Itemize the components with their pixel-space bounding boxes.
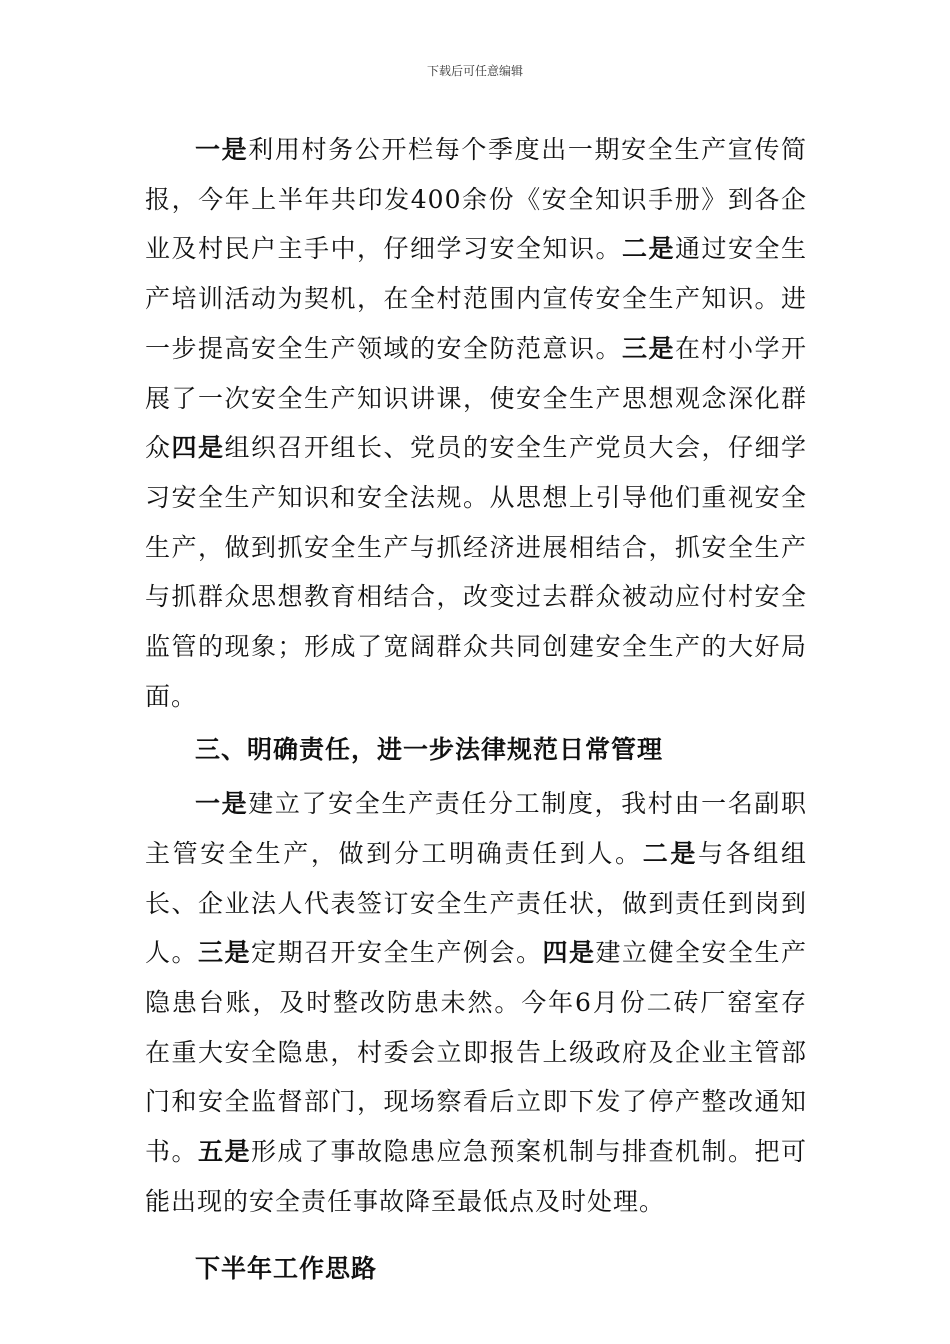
point-two-text: 通过安全生产培训活动为契机，在全村范围内宣传安全生产知识。进一步提高安全生产领域的安全防范意识。 xyxy=(145,234,807,363)
resp-four-label: 四是 xyxy=(542,938,596,968)
resp-three-label: 三是 xyxy=(198,938,251,968)
point-one-label: 一是 xyxy=(195,135,249,164)
section-three-heading: 三、明确责任，进一步法律规范日常管理 xyxy=(195,735,664,765)
responsibility-paragraph xyxy=(145,779,807,1226)
point-two-label: 二是 xyxy=(621,234,675,264)
point-four-text: 组织召开组长、党员的安全生产党员大会，仔细学习安全生产知识和安全法规。从思想上引导他们重视安全生产，做到抓安全生产与抓经济进展相结合，抓安全生产与抓群众思想教育相结合，改变过去群众被动应付村安全监管的现象；形成了宽阔群众共同创建安全生产的大好局面。 xyxy=(145,433,807,711)
point-three-label: 三是 xyxy=(621,333,675,363)
point-three-text: 在村小学开展了一次安全生产知识讲课，使安全生产思想观念深化群众 xyxy=(145,333,807,463)
point-four-label: 四是 xyxy=(171,433,225,463)
resp-four-text: 建立健全安全生产隐患台账，及时整改防患未然。今年6月份二砖厂窑室存在重大安全隐患，村委会立即报告上级政府及企业主管部门和安全监督部门，现场察看后立即下发了停产整改通知书。 xyxy=(145,938,807,1167)
resp-two-text: 与各组组长、企业法人代表签订安全生产责任状，做到责任到岗到人。 xyxy=(145,838,807,968)
resp-five-label: 五是 xyxy=(198,1137,251,1167)
resp-five-text: 形成了事故隐患应急预案机制与排查机制。把可能出现的安全责任事故降至最低点及时处理。 xyxy=(145,1137,807,1216)
next-half-heading: 下半年工作思路 xyxy=(195,1254,378,1284)
point-one-text: 利用村务公开栏每个季度出一期安全生产宣传简报，今年上半年共印发400余份《安全知识手册》到各企业及村民户主手中，仔细学习安全知识。 xyxy=(145,135,807,264)
page-header-note: 下载后可任意编辑 xyxy=(426,64,523,78)
resp-two-label: 二是 xyxy=(642,838,699,868)
resp-three-text: 定期召开安全生产例会。 xyxy=(251,938,543,968)
resp-one-text: 建立了安全生产责任分工制度，我村由一名副职主管安全生产，做到分工明确责任到人。 xyxy=(145,789,807,868)
document-body xyxy=(145,125,807,1294)
resp-one-label: 一是 xyxy=(195,789,249,819)
publicity-paragraph xyxy=(145,125,807,721)
